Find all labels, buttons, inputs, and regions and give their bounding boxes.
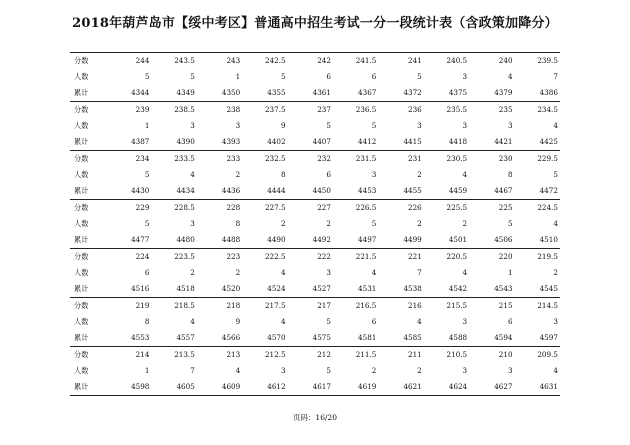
table-cell: 234.5	[537, 105, 558, 114]
table-cell: 2	[190, 268, 195, 277]
table-cell: 5	[553, 170, 558, 179]
table-cell: 4492	[312, 235, 331, 244]
page-number: 页码：16/20	[292, 413, 338, 422]
table-cell: 4477	[131, 235, 150, 244]
table-cell: 220	[498, 252, 513, 261]
table-cell: 211	[408, 350, 422, 359]
table-cell: 4	[553, 366, 558, 375]
row-label: 人数	[74, 317, 89, 326]
table-cell: 231.5	[355, 154, 377, 163]
table-cell: 7	[417, 268, 422, 277]
cumulative-row	[70, 232, 560, 248]
score-row	[70, 200, 560, 216]
score-distribution-table	[70, 52, 560, 396]
table-cell: 4545	[539, 284, 558, 293]
table-cell: 4434	[176, 186, 195, 195]
count-row	[70, 216, 560, 232]
table-cell: 3	[280, 366, 286, 375]
table-cell: 227.5	[264, 203, 286, 212]
count-row	[70, 314, 560, 330]
table-cell: 4402	[267, 137, 286, 146]
table-cell: 4	[190, 170, 195, 179]
table-cell: 4	[190, 317, 195, 326]
table-cell: 222	[317, 252, 331, 261]
table-cell: 4624	[448, 382, 468, 391]
table-cell: 4619	[358, 382, 377, 391]
row-label: 人数	[74, 121, 89, 130]
table-cell: 218	[226, 301, 241, 310]
table-cell: 2	[235, 268, 241, 277]
table-cell: 4349	[176, 88, 195, 97]
table-cell: 4407	[312, 137, 331, 146]
table-cell: 6	[144, 268, 150, 277]
table-cell: 4355	[267, 88, 286, 97]
score-row	[70, 53, 560, 69]
table-cell: 4467	[494, 186, 513, 195]
table-cell: 4421	[494, 137, 513, 146]
table-cell: 4386	[539, 88, 558, 97]
table-cell: 219	[135, 301, 150, 310]
table-cell: 9	[280, 121, 286, 130]
table-block	[70, 101, 560, 150]
table-cell: 5	[280, 72, 286, 81]
table-cell: 230.5	[446, 154, 468, 163]
table-cell: 4518	[176, 284, 195, 293]
table-cell: 3	[462, 366, 468, 375]
table-cell: 226	[408, 203, 422, 212]
table-cell: 3	[507, 366, 513, 375]
table-cell: 3	[371, 170, 377, 179]
table-cell: 2	[462, 219, 468, 228]
row-label: 累计	[74, 88, 89, 97]
table-cell: 3	[190, 121, 195, 130]
row-label: 累计	[74, 235, 89, 244]
row-label: 累计	[74, 137, 89, 146]
table-cell: 222.5	[264, 252, 286, 261]
score-row	[70, 347, 560, 363]
table-cell: 4543	[494, 284, 513, 293]
table-cell: 225.5	[446, 203, 468, 212]
table-cell: 240.5	[446, 56, 468, 65]
table-cell: 209.5	[537, 350, 558, 359]
table-cell: 3	[190, 219, 195, 228]
table-cell: 6	[371, 72, 377, 81]
table-cell: 4436	[221, 186, 241, 195]
table-cell: 4490	[267, 235, 286, 244]
table-cell: 5	[371, 219, 377, 228]
count-row	[70, 118, 560, 134]
table-cell: 214	[135, 350, 150, 359]
table-cell: 4506	[494, 235, 513, 244]
table-cell: 4	[280, 268, 286, 277]
row-label: 人数	[74, 268, 89, 277]
table-cell: 8	[280, 170, 286, 179]
table-cell: 229	[135, 203, 150, 212]
table-cell: 242.5	[264, 56, 286, 65]
row-label: 人数	[74, 366, 89, 375]
table-cell: 4387	[131, 137, 150, 146]
table-cell: 4497	[358, 235, 377, 244]
table-cell: 212	[317, 350, 331, 359]
table-cell: 232	[317, 154, 331, 163]
table-cell: 4	[371, 268, 377, 277]
table-cell: 4501	[448, 235, 468, 244]
table-cell: 4444	[267, 186, 286, 195]
table-cell: 4527	[312, 284, 331, 293]
table-cell: 212.5	[264, 350, 286, 359]
row-label: 分数	[74, 350, 89, 359]
table-cell: 4455	[403, 186, 422, 195]
table-cell: 4361	[312, 88, 331, 97]
row-label: 人数	[74, 170, 89, 179]
table-cell: 2	[417, 219, 422, 228]
table-cell: 1	[235, 72, 241, 81]
cumulative-row	[70, 281, 560, 297]
cumulative-row	[70, 85, 560, 101]
table-cell: 4557	[176, 333, 195, 342]
table-cell: 7	[553, 72, 558, 81]
table-cell: 4480	[176, 235, 195, 244]
table-cell: 233.5	[174, 154, 195, 163]
table-cell: 4	[235, 366, 241, 375]
table-cell: 4367	[358, 88, 377, 97]
table-cell: 4453	[358, 186, 377, 195]
table-cell: 4379	[494, 88, 513, 97]
row-label: 分数	[74, 154, 89, 163]
table-cell: 4412	[358, 137, 377, 146]
table-cell: 219.5	[537, 252, 558, 261]
table-cell: 4566	[221, 333, 241, 342]
table-cell: 5	[507, 219, 513, 228]
table-cell: 4	[553, 121, 558, 130]
table-cell: 6	[507, 317, 513, 326]
table-cell: 234	[135, 154, 150, 163]
table-cell: 4	[462, 170, 468, 179]
table-block	[70, 297, 560, 346]
table-cell: 6	[326, 72, 331, 81]
count-row	[70, 167, 560, 183]
table-cell: 4524	[267, 284, 286, 293]
table-cell: 5	[144, 72, 150, 81]
table-cell: 4	[462, 268, 468, 277]
score-row	[70, 249, 560, 265]
table-cell: 227	[317, 203, 331, 212]
table-cell: 214.5	[537, 301, 558, 310]
table-cell: 1	[144, 366, 150, 375]
table-cell: 4542	[448, 284, 468, 293]
table-cell: 228	[226, 203, 241, 212]
table-cell: 217	[317, 301, 331, 310]
count-row	[70, 363, 560, 379]
table-cell: 236.5	[355, 105, 377, 114]
table-cell: 2	[235, 170, 241, 179]
table-cell: 238.5	[174, 105, 195, 114]
table-block	[70, 248, 560, 297]
table-cell: 3	[235, 121, 241, 130]
table-cell: 4575	[312, 333, 331, 342]
table-cell: 3	[553, 317, 558, 326]
table-cell: 211.5	[355, 350, 377, 359]
table-cell: 224	[135, 252, 150, 261]
table-cell: 8	[235, 219, 241, 228]
table-cell: 5	[144, 219, 150, 228]
table-cell: 3	[462, 72, 468, 81]
table-cell: 8	[144, 317, 150, 326]
cumulative-row	[70, 330, 560, 346]
table-cell: 4430	[131, 186, 150, 195]
table-cell: 215	[498, 301, 513, 310]
table-cell: 4585	[403, 333, 422, 342]
table-cell: 218.5	[174, 301, 195, 310]
table-cell: 4372	[403, 88, 422, 97]
table-cell: 4594	[494, 333, 513, 342]
table-cell: 8	[507, 170, 513, 179]
table-cell: 4516	[131, 284, 150, 293]
table-cell: 2	[553, 268, 558, 277]
table-cell: 4612	[267, 382, 286, 391]
table-cell: 2	[417, 170, 422, 179]
table-cell: 4538	[403, 284, 422, 293]
table-cell: 225	[498, 203, 513, 212]
table-cell: 5	[326, 121, 331, 130]
score-row	[70, 102, 560, 118]
table-cell: 9	[235, 317, 241, 326]
table-cell: 3	[507, 121, 513, 130]
table-cell: 237	[317, 105, 331, 114]
cumulative-row	[70, 134, 560, 150]
row-label: 人数	[74, 219, 89, 228]
table-cell: 4510	[539, 235, 558, 244]
table-cell: 4350	[221, 88, 241, 97]
table-cell: 4499	[403, 235, 422, 244]
table-cell: 2	[326, 219, 331, 228]
table-cell: 5	[190, 72, 195, 81]
table-cell: 236	[408, 105, 422, 114]
table-cell: 5	[326, 366, 331, 375]
table-cell: 229.5	[537, 154, 558, 163]
table-cell: 230	[498, 154, 513, 163]
table-cell: 4472	[539, 186, 558, 195]
row-label: 人数	[74, 72, 89, 81]
table-cell: 224.5	[537, 203, 558, 212]
table-cell: 235.5	[446, 105, 468, 114]
table-cell: 1	[507, 268, 513, 277]
table-cell: 4605	[176, 382, 195, 391]
table-cell: 3	[462, 317, 468, 326]
score-row	[70, 151, 560, 167]
table-cell: 216	[408, 301, 422, 310]
table-cell: 4520	[221, 284, 241, 293]
row-label: 累计	[74, 186, 89, 195]
table-cell: 2	[417, 366, 422, 375]
table-block	[70, 199, 560, 248]
table-cell: 4390	[176, 137, 195, 146]
table-cell: 243	[226, 56, 241, 65]
table-cell: 221.5	[355, 252, 377, 261]
table-cell: 4621	[403, 382, 422, 391]
table-cell: 232.5	[264, 154, 286, 163]
table-cell: 223	[226, 252, 241, 261]
table-cell: 238	[226, 105, 241, 114]
table-cell: 3	[462, 121, 468, 130]
table-cell: 3	[326, 268, 331, 277]
table-cell: 244	[135, 56, 150, 65]
table-cell: 221	[408, 252, 422, 261]
page-title: 2018年葫芦岛市【绥中考区】普通高中招生考试一分一段统计表（含政策加降分）	[72, 16, 558, 31]
table-cell: 5	[326, 317, 331, 326]
table-block	[70, 150, 560, 199]
table-cell: 4	[417, 317, 422, 326]
table-cell: 4	[553, 219, 558, 228]
table-cell: 4609	[221, 382, 241, 391]
table-cell: 4425	[539, 137, 558, 146]
table-cell: 6	[326, 170, 331, 179]
row-label: 分数	[74, 301, 89, 310]
table-cell: 231	[408, 154, 422, 163]
table-cell: 3	[417, 121, 422, 130]
table-cell: 223.5	[174, 252, 195, 261]
table-cell: 4418	[448, 137, 468, 146]
table-cell: 210	[498, 350, 513, 359]
table-cell: 4375	[448, 88, 468, 97]
table-cell: 210.5	[446, 350, 468, 359]
table-cell: 240	[498, 56, 513, 65]
table-cell: 241.5	[355, 56, 377, 65]
table-cell: 4488	[221, 235, 241, 244]
table-cell: 237.5	[264, 105, 286, 114]
table-cell: 239	[135, 105, 150, 114]
table-cell: 242	[317, 56, 331, 65]
table-cell: 226.5	[355, 203, 377, 212]
table-cell: 4344	[131, 88, 150, 97]
table-block	[70, 346, 560, 396]
table-cell: 4617	[312, 382, 331, 391]
table-cell: 4597	[539, 333, 558, 342]
row-label: 分数	[74, 56, 89, 65]
table-cell: 216.5	[355, 301, 377, 310]
table-cell: 5	[371, 121, 377, 130]
row-label: 分数	[74, 252, 89, 261]
table-cell: 220.5	[446, 252, 468, 261]
cumulative-row	[70, 379, 560, 395]
table-cell: 4	[507, 72, 513, 81]
table-cell: 4570	[267, 333, 286, 342]
table-cell: 4598	[131, 382, 150, 391]
row-label: 累计	[74, 284, 89, 293]
table-cell: 4415	[403, 137, 422, 146]
table-cell: 4450	[312, 186, 331, 195]
row-label: 累计	[74, 382, 89, 391]
table-cell: 239.5	[537, 56, 558, 65]
table-cell: 213	[226, 350, 241, 359]
table-cell: 4631	[539, 382, 558, 391]
table-cell: 4553	[131, 333, 150, 342]
table-cell: 241	[408, 56, 422, 65]
table-cell: 235	[498, 105, 513, 114]
table-cell: 5	[144, 170, 150, 179]
table-cell: 5	[417, 72, 422, 81]
table-cell: 213.5	[174, 350, 195, 359]
count-row	[70, 265, 560, 281]
table-cell: 4627	[494, 382, 513, 391]
table-cell: 4581	[358, 333, 377, 342]
table-cell: 4588	[448, 333, 468, 342]
row-label: 分数	[74, 203, 89, 212]
table-cell: 4	[280, 317, 286, 326]
table-cell: 228.5	[174, 203, 195, 212]
table-cell: 215.5	[446, 301, 468, 310]
table-cell: 4531	[358, 284, 377, 293]
table-cell: 1	[144, 121, 150, 130]
table-cell: 6	[371, 317, 377, 326]
table-cell: 4459	[448, 186, 468, 195]
table-cell: 2	[280, 219, 286, 228]
table-block	[70, 52, 560, 101]
table-cell: 2	[371, 366, 377, 375]
cumulative-row	[70, 183, 560, 199]
table-cell: 233	[226, 154, 241, 163]
count-row	[70, 69, 560, 85]
table-cell: 217.5	[264, 301, 286, 310]
score-row	[70, 298, 560, 314]
table-cell: 4393	[221, 137, 241, 146]
row-label: 累计	[74, 333, 89, 342]
row-label: 分数	[74, 105, 89, 114]
table-cell: 243.5	[174, 56, 195, 65]
table-cell: 7	[190, 366, 195, 375]
